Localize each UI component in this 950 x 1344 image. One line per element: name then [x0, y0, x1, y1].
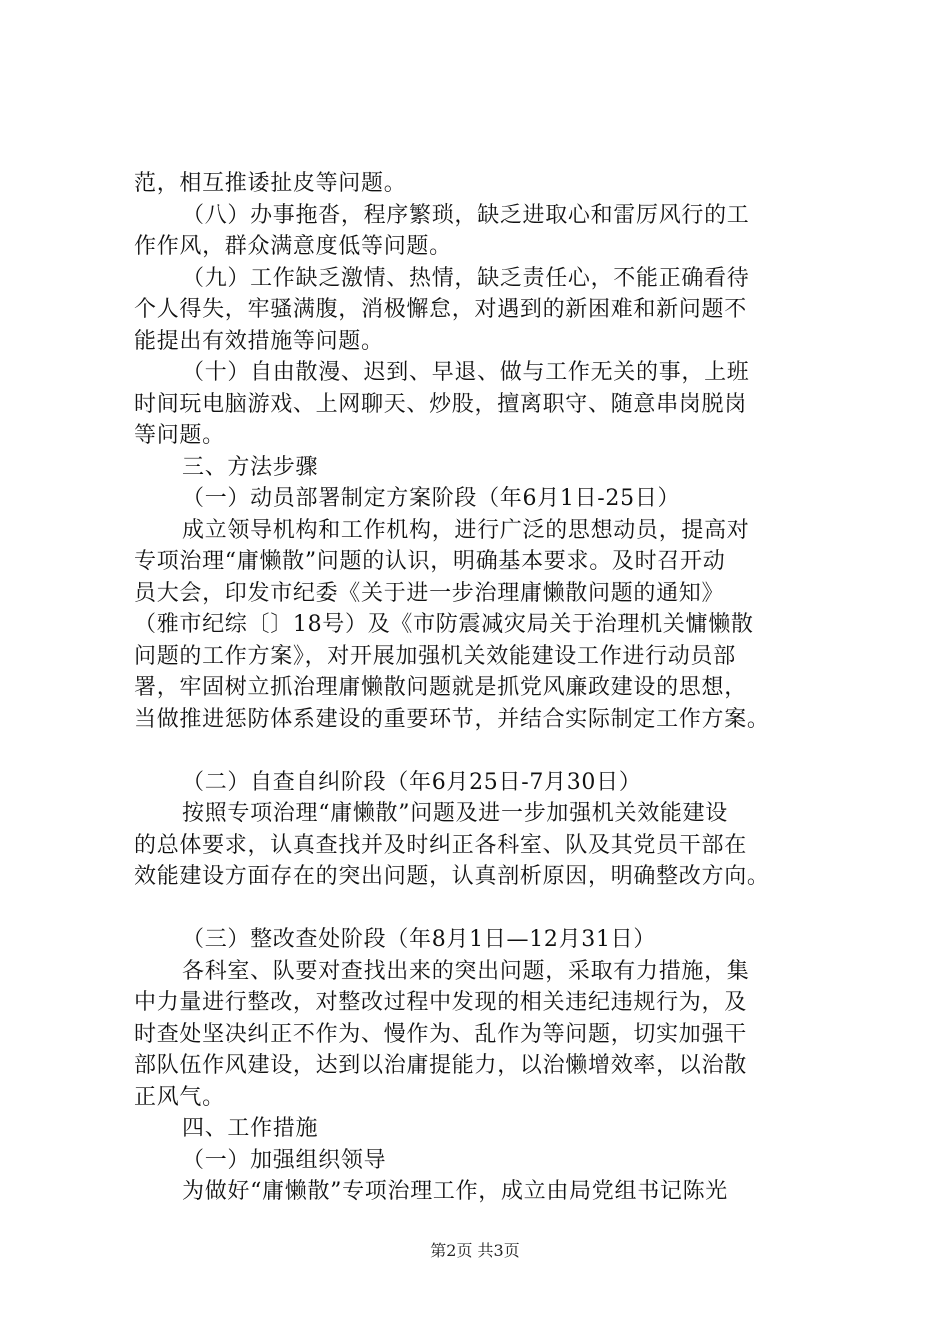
paragraph-line: 按照专项治理“庸懒散”问题及进一步加强机关效能建设: [182, 801, 728, 826]
document-body: [134, 168, 834, 1208]
body-line: 中力量进行整改，对整改过程中发现的相关违纪违规行为，及: [134, 990, 747, 1015]
item-10-heading: （十）自由散漫、迟到、早退、做与工作无关的事，上班: [182, 360, 750, 385]
paragraph-line: 为做好“庸懒散”专项治理工作，成立由局党组书记陈光: [182, 1179, 728, 1204]
body-line: 问题的工作方案》，对开展加强机关效能建设工作进行动员部: [134, 643, 736, 669]
body-line: 专项治理“庸懒散”问题的认识，明确基本要求。及时召开动: [134, 549, 726, 574]
body-line: 范，相互推诿扯皮等问题。: [134, 171, 407, 196]
body-line: 时查处坚决纠正不作为、慢作为、乱作为等问题，切实加强干: [134, 1021, 747, 1047]
paragraph-gap: [134, 893, 834, 925]
phase-1-heading: （一）动员部署制定方案阶段（年6月1日-25日）: [182, 486, 681, 511]
body-line: 部队伍作风建设，达到以治庸提能力，以治懒增效率，以治散: [134, 1053, 747, 1078]
paragraph-line: 各科室、队要对查找出来的突出问题，采取有力措施，集: [182, 958, 750, 984]
body-line: （雅市纪综〔〕18号）及《市防震减灾局关于治理机关慵懒散: [134, 612, 754, 637]
measure-1-heading: （一）加强组织领导: [182, 1147, 387, 1173]
body-line: 的总体要求，认真查找并及时纠正各科室、队及其党员干部在: [134, 832, 747, 858]
paragraph-line: 成立领导机构和工作机构，进行广泛的思想动员，提高对: [182, 517, 750, 543]
item-8-heading: （八）办事拖沓，程序繁琐，缺乏进取心和雷厉风行的工: [182, 202, 750, 228]
item-9-heading: （九）工作缺乏激情、热情，缺乏责任心，不能正确看待: [182, 265, 750, 291]
body-line: 作作风，群众满意度低等问题。: [134, 234, 452, 259]
paragraph-gap: [134, 735, 834, 767]
phase-2-heading: （二）自查自纠阶段（年6月25日-7月30日）: [182, 769, 642, 795]
phase-3-heading: （三）整改查处阶段（年8月1日—12月31日）: [182, 927, 657, 952]
section-3-heading: 三、方法步骤: [182, 454, 319, 480]
body-line: 署，牢固树立抓治理庸懒散问题就是抓党风廉政建设的思想，: [134, 675, 747, 700]
body-line: 当做推进惩防体系建设的重要环节，并结合实际制定工作方案。: [134, 706, 770, 732]
body-line: 能提出有效措施等问题。: [134, 328, 384, 354]
section-4-heading: 四、工作措施: [182, 1116, 319, 1141]
body-line: 效能建设方面存在的突出问题，认真剖析原因，明确整改方向。: [134, 864, 770, 889]
body-line: 时间玩电脑游戏、上网聊天、炒股，擅离职守、随意串岗脱岗: [134, 391, 747, 417]
body-line: 员大会，印发市纪委《关于进一步治理庸懒散问题的通知》: [134, 580, 725, 606]
body-line: 等问题。: [134, 423, 225, 448]
body-line: 个人得失，牢骚满腹，消极懈怠，对遇到的新困难和新问题不: [134, 297, 747, 322]
page-number-footer: 第2页 共3页: [430, 1241, 520, 1260]
body-line: 正风气。: [134, 1084, 225, 1110]
